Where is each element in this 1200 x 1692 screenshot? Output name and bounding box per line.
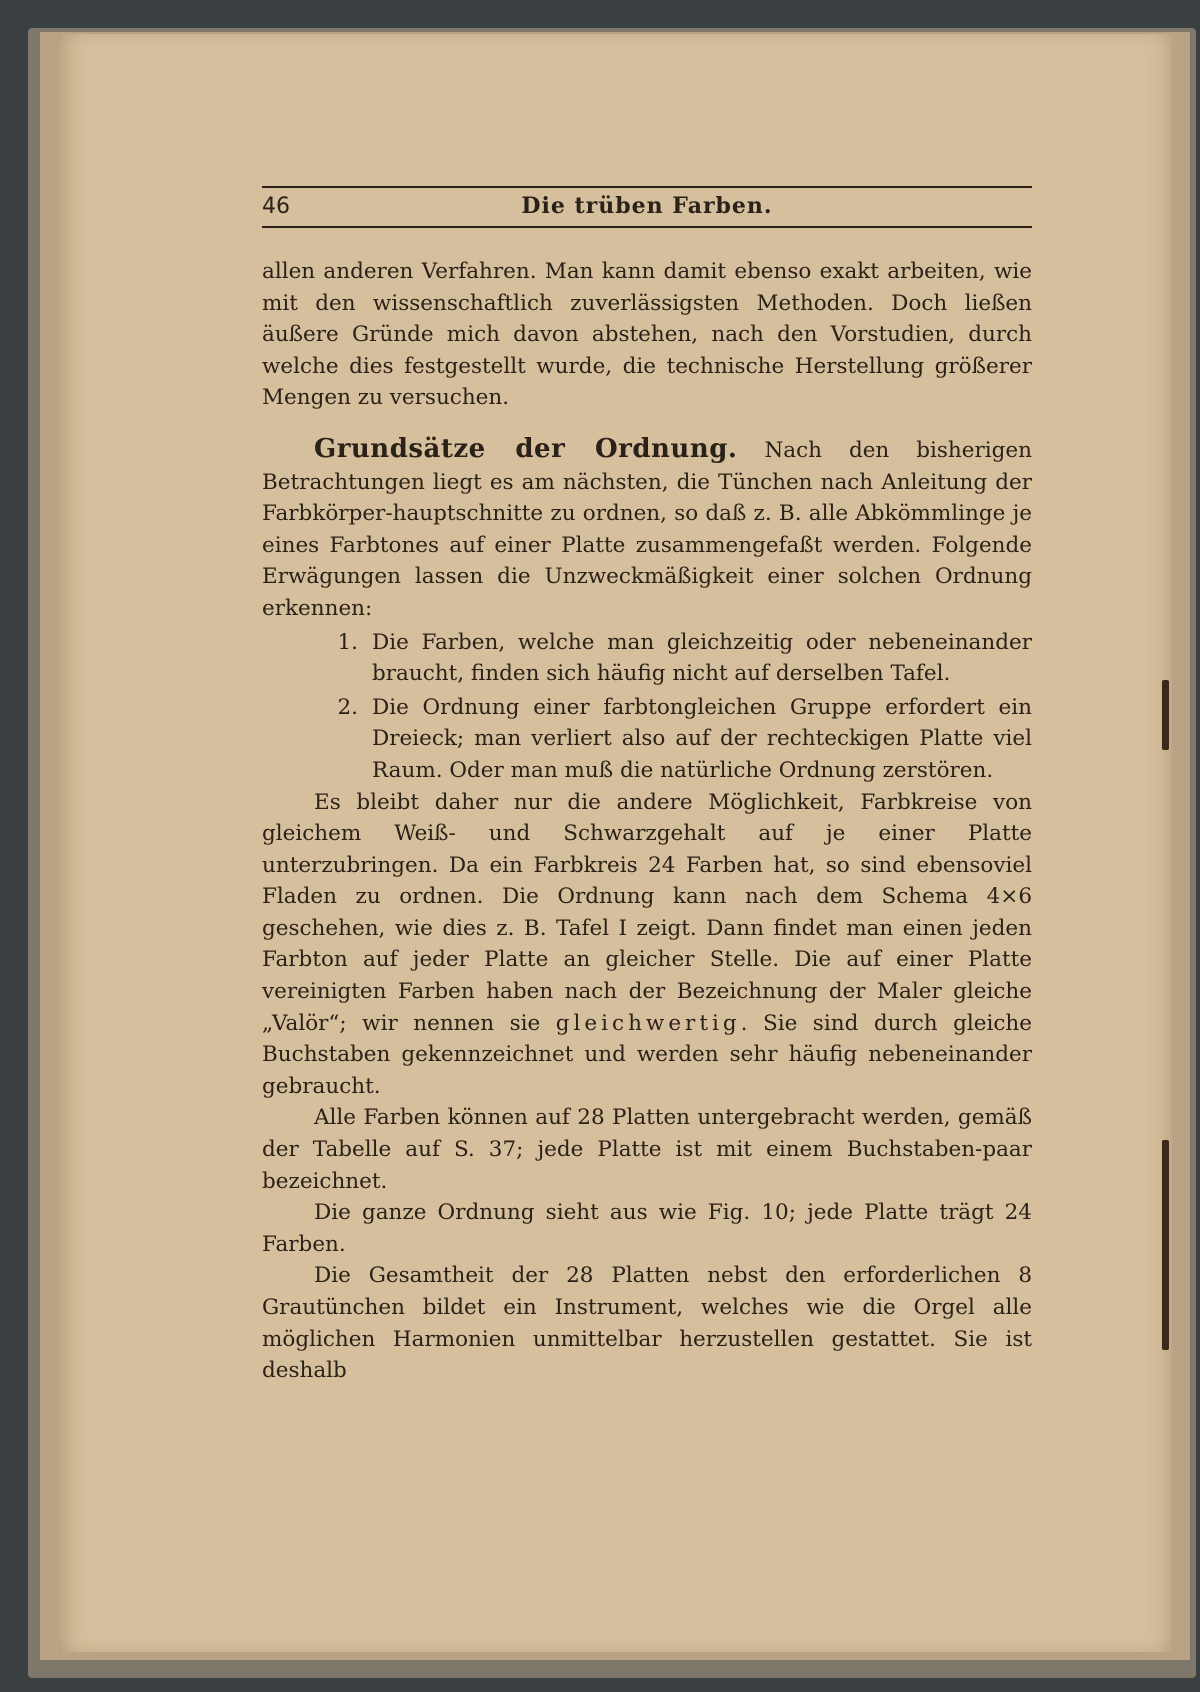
- paragraph: allen anderen Verfahren. Man kann damit ebenso exakt arbeiten, wie mit den wissenschaftlich zuverlässigsten Methoden. Doch ließen äußere Gründe mich davon abstehen, nach den Vorstudien, durch welche dies festgestellt wurde, die technische Herstellung größerer Mengen zu versuchen.: [262, 259, 1032, 411]
- paragraph: Die ganze Ordnung sieht aus wie Fig. 10; jede Platte trägt 24 Farben.: [262, 1200, 1032, 1257]
- binding-thread: [1162, 680, 1169, 750]
- paragraph-text: Es bleibt daher nur die andere Möglichkeit, Farbkreise von gleichem Weiß- und Schwarzgehalt auf je einer Platte unterzubringen. Da ein Farbkreis 24 Farben hat, so sind ebensoviel Fladen zu ordnen. Die Ordnung kann nach dem Schema 4×6 geschehen, wie dies z. B. Tafel I zeigt. Dann findet man einen jeden Farbton auf jeder Platte an gleicher Stelle. Die auf einer Platte vereinigten Farben haben nach der Bezeichnung der Maler gleiche „Valör“; wir nennen sie: [262, 789, 1032, 1036]
- paragraph: Alle Farben können auf 28 Platten untergebracht werden, gemäß der Tabelle auf S. 37; jede Platte ist mit einem Buchstaben-paar bezeichnet.: [262, 1105, 1032, 1194]
- page-number: 46: [262, 194, 290, 219]
- list-text: Die Ordnung einer farbtongleichen Gruppe erfordert ein Dreieck; man verliert also auf der rechteckigen Platte viel Raum. Oder man muß die natürliche Ordnung zerstören.: [372, 694, 1032, 783]
- paragraph: Die Gesamtheit der 28 Platten nebst den erforderlichen 8 Grautünchen bildet ein Instrument, welches wie die Orgel alle möglichen Harmonien unmittelbar herzustellen gestattet. Sie ist deshalb: [262, 1263, 1032, 1384]
- binding-thread: [1162, 1140, 1169, 1350]
- running-header: [262, 186, 1032, 228]
- list-item: [262, 692, 1032, 787]
- paragraph: [262, 787, 1032, 1103]
- section-heading: Grundsätze der Ordnung.: [314, 433, 738, 464]
- emphasized-word: gleichwertig: [555, 1010, 741, 1036]
- section-text: Nach den bisherigen Betrachtungen liegt es am nächsten, die Tünchen nach Anleitung der Farbkörper-hauptschnitte zu ordnen, so daß z. B. alle Abkömmlinge je eines Farbtones auf einer Platte zusammengefaßt werden. Folgende Erwägungen lassen die Unzweckmäßigkeit einer solchen Ordnung erkennen:: [262, 437, 1032, 621]
- paragraph-text: . Sie sind durch gleiche Buchstaben gekennzeichnet und werden sehr häufig nebeneinander gebraucht.: [262, 1010, 1032, 1099]
- list-number: 2.: [337, 694, 358, 720]
- list-item: [262, 627, 1032, 690]
- section-paragraph: [262, 434, 1032, 625]
- running-title: Die trüben Farben.: [521, 193, 773, 219]
- page-body: [262, 256, 1032, 1387]
- list-text: Die Farben, welche man gleichzeitig oder nebeneinander braucht, finden sich häufig nicht auf derselben Tafel.: [372, 629, 1032, 687]
- list-number: 1.: [337, 629, 358, 655]
